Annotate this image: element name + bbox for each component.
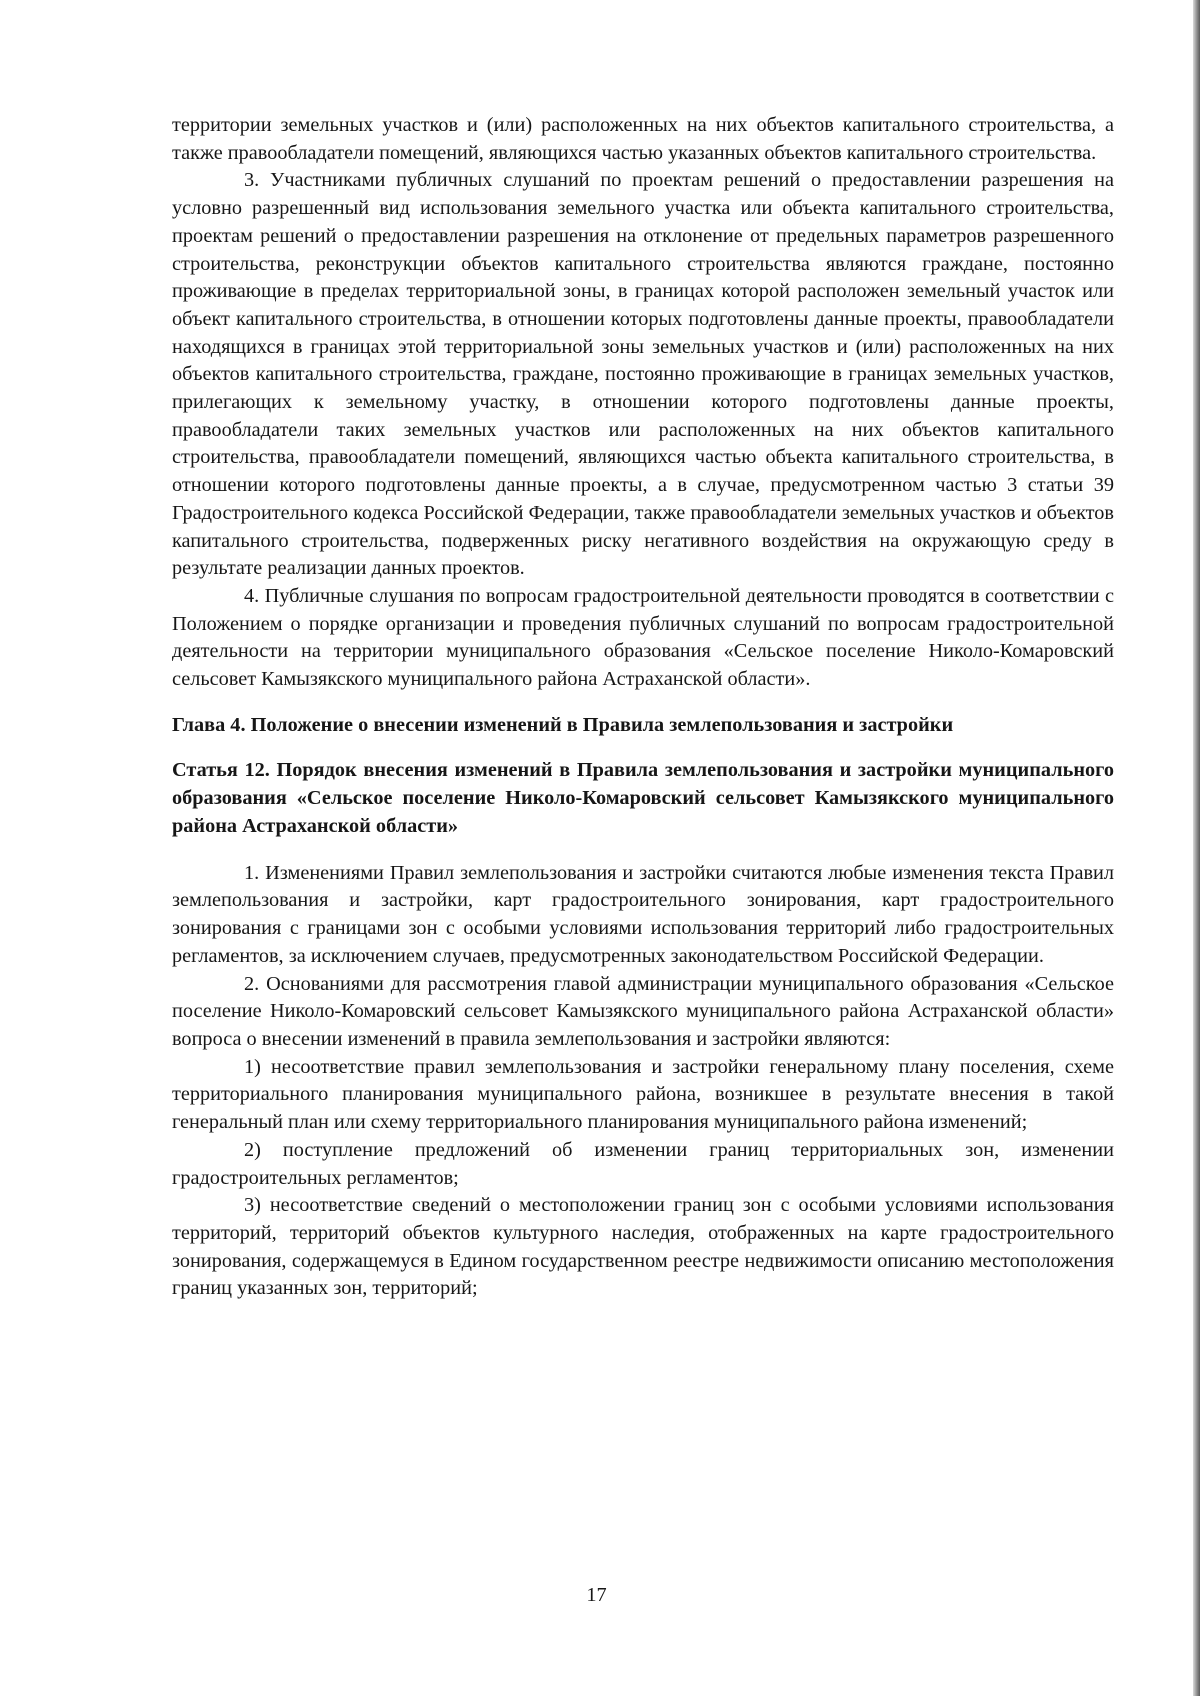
chapter-heading: Глава 4. Положение о внесении изменений в Правила землепользования и застройки — [172, 713, 954, 736]
article-heading: Статья 12. Порядок внесения изменений в Правила землепользования и застройки муниципального образования «Сельское поселение Николо-Комаровский сельсовет Камызякского муниципального района Астраханской области» — [172, 758, 1114, 837]
paragraph-item-4: 4. Публичные слушания по вопросам градостроительной деятельности проводятся в соответствии с Положением о порядке организации и проведения публичных слушаний по вопросам градостроительной деятельности на территории муниципального образования «Сельское поселение Николо-Комаровский сельсовет Камызякского муниципального района Астраханской области». — [172, 584, 1114, 691]
page-content — [172, 112, 1114, 1303]
paragraph-clause-1: 1. Изменениями Правил землепользования и застройки считаются любые изменения текста Правил землепользования и застройки, карт градостроительного зонирования, карт градостроительного зонирования с границами зон с особыми условиями использования территорий либо градостроительных регламентов, за исключением случаев, предусмотренных законодательством Российской Федерации. — [172, 861, 1114, 967]
paragraph-item-3: 3. Участниками публичных слушаний по проектам решений о предоставлении разрешения на условно разрешенный вид использования земельного участка или объекта капитального строительства, проектам решений о предоставлении разрешения на отклонение от предельных параметров разрешенного строительства, реконструкции объектов капитального строительства являются граждане, постоянно проживающие в пределах территориальной зоны, в границах которой расположен земельный участок или объект капитального строительства, в отношении которых подготовлены данные проекты, правообладатели находящихся в границах этой территориальной зоны земельных участков и (или) расположенных на них объектов капитального строительства, граждане, постоянно проживающие в границах земельных участков, прилегающих к земельному участку, в отношении которого подготовлены данные проекты, правообладатели таких земельных участков или расположенных на них объектов капитального строительства, правообладатели помещений, являющихся частью объекта капитального строительства, в отношении которого подготовлены данные проекты, а в случае, предусмотренном частью 3 статьи 39 Градостроительного кодекса Российской Федерации, также правообладатели земельных участков и объектов капитального строительства, подверженных риску негативного воздействия на окружающую среду в результате реализации данных проектов. — [172, 169, 1114, 580]
paragraph-subitem-3: 3) несоответствие сведений о местоположении границ зон с особыми условиями использования территорий, территорий объектов культурного наследия, отображенных на карте градостроительного зонирования, содержащемуся в Едином государственном реестре недвижимости описанию местоположения границ указанных зон, территорий; — [172, 1194, 1114, 1300]
paragraph-subitem-1: 1) несоответствие правил землепользования и застройки генеральному плану поселения, схеме территориального планирования муниципального района, возникшее в результате внесения в такой генеральный план или схему территориального планирования муниципального района изменений; — [172, 1055, 1114, 1134]
page-number: 17 — [586, 1584, 607, 1606]
paragraph-subitem-2: 2) поступление предложений об изменении границ территориальных зон, изменении градостроительных регламентов; — [172, 1138, 1114, 1189]
paragraph-continuation: территории земельных участков и (или) расположенных на них объектов капитального строительства, а также правообладатели помещений, являющихся частью указанных объектов капитального строительства. — [172, 114, 1114, 164]
page-edge-shadow — [1193, 0, 1200, 1696]
paragraph-clause-2: 2. Основаниями для рассмотрения главой администрации муниципального образования «Сельское поселение Николо-Комаровский сельсовет Камызякского муниципального района Астраханской области» вопроса о внесении изменений в правила землепользования и застройки являются: — [172, 972, 1114, 1050]
